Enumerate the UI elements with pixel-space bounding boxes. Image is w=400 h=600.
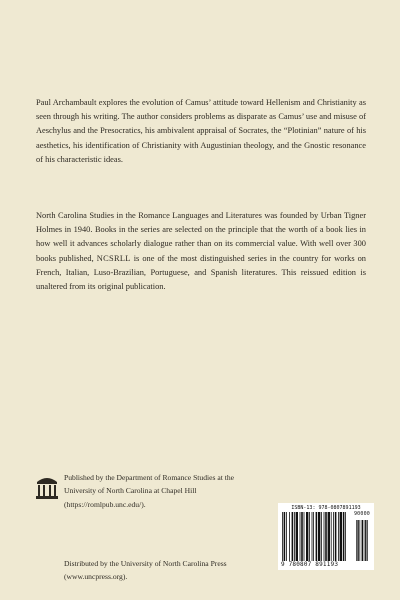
barcode-bar: [340, 512, 342, 561]
barcode-bar: [331, 512, 332, 561]
barcode-addon-bar: [356, 520, 357, 561]
barcode-bar: [324, 512, 325, 561]
barcode-bar: [304, 512, 305, 561]
barcode-bar: [286, 512, 287, 561]
barcode-number: 9 780807 891193: [281, 561, 339, 568]
publisher-line-1: Published by the Department of Romance Studies at the: [64, 473, 234, 482]
series-text-a: North Carolina Studies in the Romance Languages and Literatures was founded by Urban Tigner Holmes in 1940. Books in the series are selected on the principle that the worth of a book lies in how well it advances scholarly dialogue rather than on its commercial value. With well over 300 books published,: [36, 211, 366, 263]
barcode-bar: [312, 512, 313, 561]
barcode-bar: [282, 512, 283, 561]
unc-old-well-icon: [36, 473, 58, 501]
barcode-addon-bar: [362, 520, 363, 561]
barcode-bar: [292, 512, 294, 561]
publisher-line-2: University of North Carolina at Chapel Hill: [64, 486, 197, 496]
barcode-addon: 90000: [353, 511, 370, 517]
publisher-info: [64, 471, 274, 511]
barcode-bar: [328, 512, 330, 561]
barcode-bar: [309, 512, 310, 561]
barcode-digits: [281, 511, 371, 568]
description-paragraph-1: Paul Archambault explores the evolution of Camus’ attitude toward Hellenism and Christianity as seen through his writing. The author considers problems as disparate as Camus’ use and misuse of Aeschylus and the Presocratics, his ambivalent appraisal of Socrates, the “Plotinian” nature of his aesthetics, his identification of Christianity with Augustinian theology, and the Gnostic resonance of his characteristic ideas.: [36, 98, 366, 164]
barcode-bar: [321, 512, 322, 561]
barcode-bar: [333, 512, 334, 561]
publisher-url: (https://romlpub.unc.edu/).: [64, 499, 146, 509]
barcode-bar: [300, 512, 301, 561]
barcode-bar: [325, 512, 327, 561]
barcode-bar: [301, 512, 303, 561]
series-text-b: is one of the most distinguished series in the country for works on French, Italian, Luso-Brazilian, Portuguese, and Spanish literatures. This reissued edition is unaltered from its original publication.: [36, 253, 366, 292]
barcode-bar: [284, 512, 286, 561]
barcode-bar: [294, 512, 295, 561]
barcode-bar: [296, 512, 298, 561]
barcode-bar: [289, 512, 290, 561]
series-acronym: NCSRLL: [96, 253, 131, 263]
barcode-bar: [306, 512, 308, 561]
barcode-addon-bar: [365, 520, 366, 561]
barcode-bar: [316, 512, 318, 561]
barcode-addon-bar: [367, 520, 368, 561]
barcode-bar: [343, 512, 345, 561]
distributor-url: (www.uncpress.org).: [64, 572, 128, 582]
distributor-info: [64, 557, 274, 584]
isbn-barcode: [278, 503, 374, 570]
barcode-bar: [345, 512, 346, 561]
barcode-bar: [313, 512, 314, 561]
description-paragraph-2: [36, 209, 366, 294]
barcode-addon-bar: [364, 520, 365, 561]
barcode-addon-bar: [360, 520, 361, 561]
barcode-addon-bar: [357, 520, 358, 561]
isbn-label: ISBN-13: 978-0807891193: [291, 505, 361, 511]
barcode-bars: [282, 512, 370, 561]
barcode-bar: [335, 512, 337, 561]
distributor-line-1: Distributed by the University of North Carolina Press: [64, 559, 227, 568]
barcode-bar: [338, 512, 339, 561]
barcode-bar: [318, 512, 320, 561]
